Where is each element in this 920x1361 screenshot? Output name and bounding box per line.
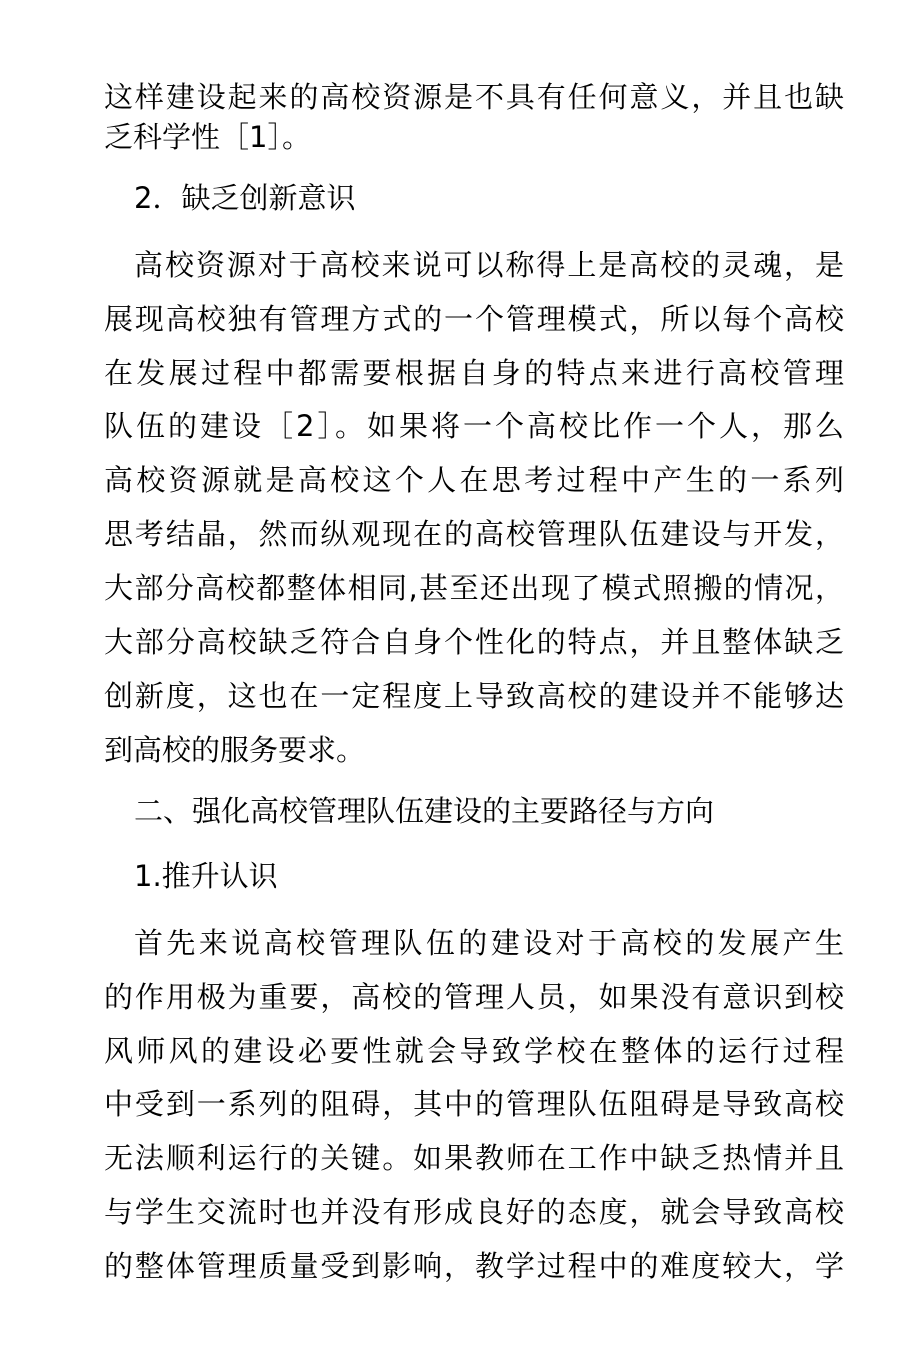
- paragraph-line-2: 展现高校独有管理方式的一个管理模式，所以每个高校: [104, 302, 844, 336]
- paragraph-line-4: 队伍的建设［2］。如果将一个高校比作一个人，那么: [104, 409, 844, 443]
- paragraph2-line-2: 的作用极为重要，高校的管理人员，如果没有意识到校: [104, 980, 844, 1014]
- paragraph2-line-5: 无法顺利运行的关键。如果教师在工作中缺乏热情并且: [104, 1141, 844, 1175]
- paragraph2-line-1: 首先来说高校管理队伍的建设对于高校的发展产生: [134, 926, 844, 960]
- paragraph-line-9: 创新度，这也在一定程度上导致高校的建设并不能够达: [104, 679, 844, 713]
- paragraph-line-1: 高校资源对于高校来说可以称得上是高校的灵魂，是: [134, 248, 844, 282]
- paragraph2-line-6: 与学生交流时也并没有形成良好的态度，就会导致高校: [104, 1195, 844, 1229]
- paragraph2-line-4: 中受到一系列的阻碍，其中的管理队伍阻碍是导致高校: [104, 1087, 844, 1121]
- paragraph2-line-7: 的整体管理质量受到影响，教学过程中的难度较大，学: [104, 1249, 844, 1283]
- paragraph-line-6: 思考结晶，然而纵观现在的高校管理队伍建设与开发，: [104, 517, 844, 551]
- paragraph-line-3: 在发展过程中都需要根据自身的特点来进行高校管理: [104, 356, 844, 390]
- paragraph-line-7: 大部分高校都整体相同,甚至还出现了模式照搬的情况，: [104, 571, 844, 605]
- section-heading-lack-of-innovation: 2．缺乏创新意识: [134, 181, 356, 215]
- section-heading-main-paths: 二、强化高校管理队伍建设的主要路径与方向: [134, 794, 715, 828]
- subsection-heading-improve-awareness: 1.推升认识: [134, 859, 278, 893]
- paragraph-line-5: 高校资源就是高校这个人在思考过程中产生的一系列: [104, 463, 844, 497]
- text-line-1: 这样建设起来的高校资源是不具有任何意义，并且也缺: [104, 80, 844, 114]
- text-line-2: 乏科学性［1］。: [104, 120, 311, 154]
- paragraph-line-10: 到高校的服务要求。: [104, 733, 366, 767]
- paragraph-line-8: 大部分高校缺乏符合自身个性化的特点，并且整体缺乏: [104, 625, 844, 659]
- paragraph2-line-3: 风师风的建设必要性就会导致学校在整体的运行过程: [104, 1034, 844, 1068]
